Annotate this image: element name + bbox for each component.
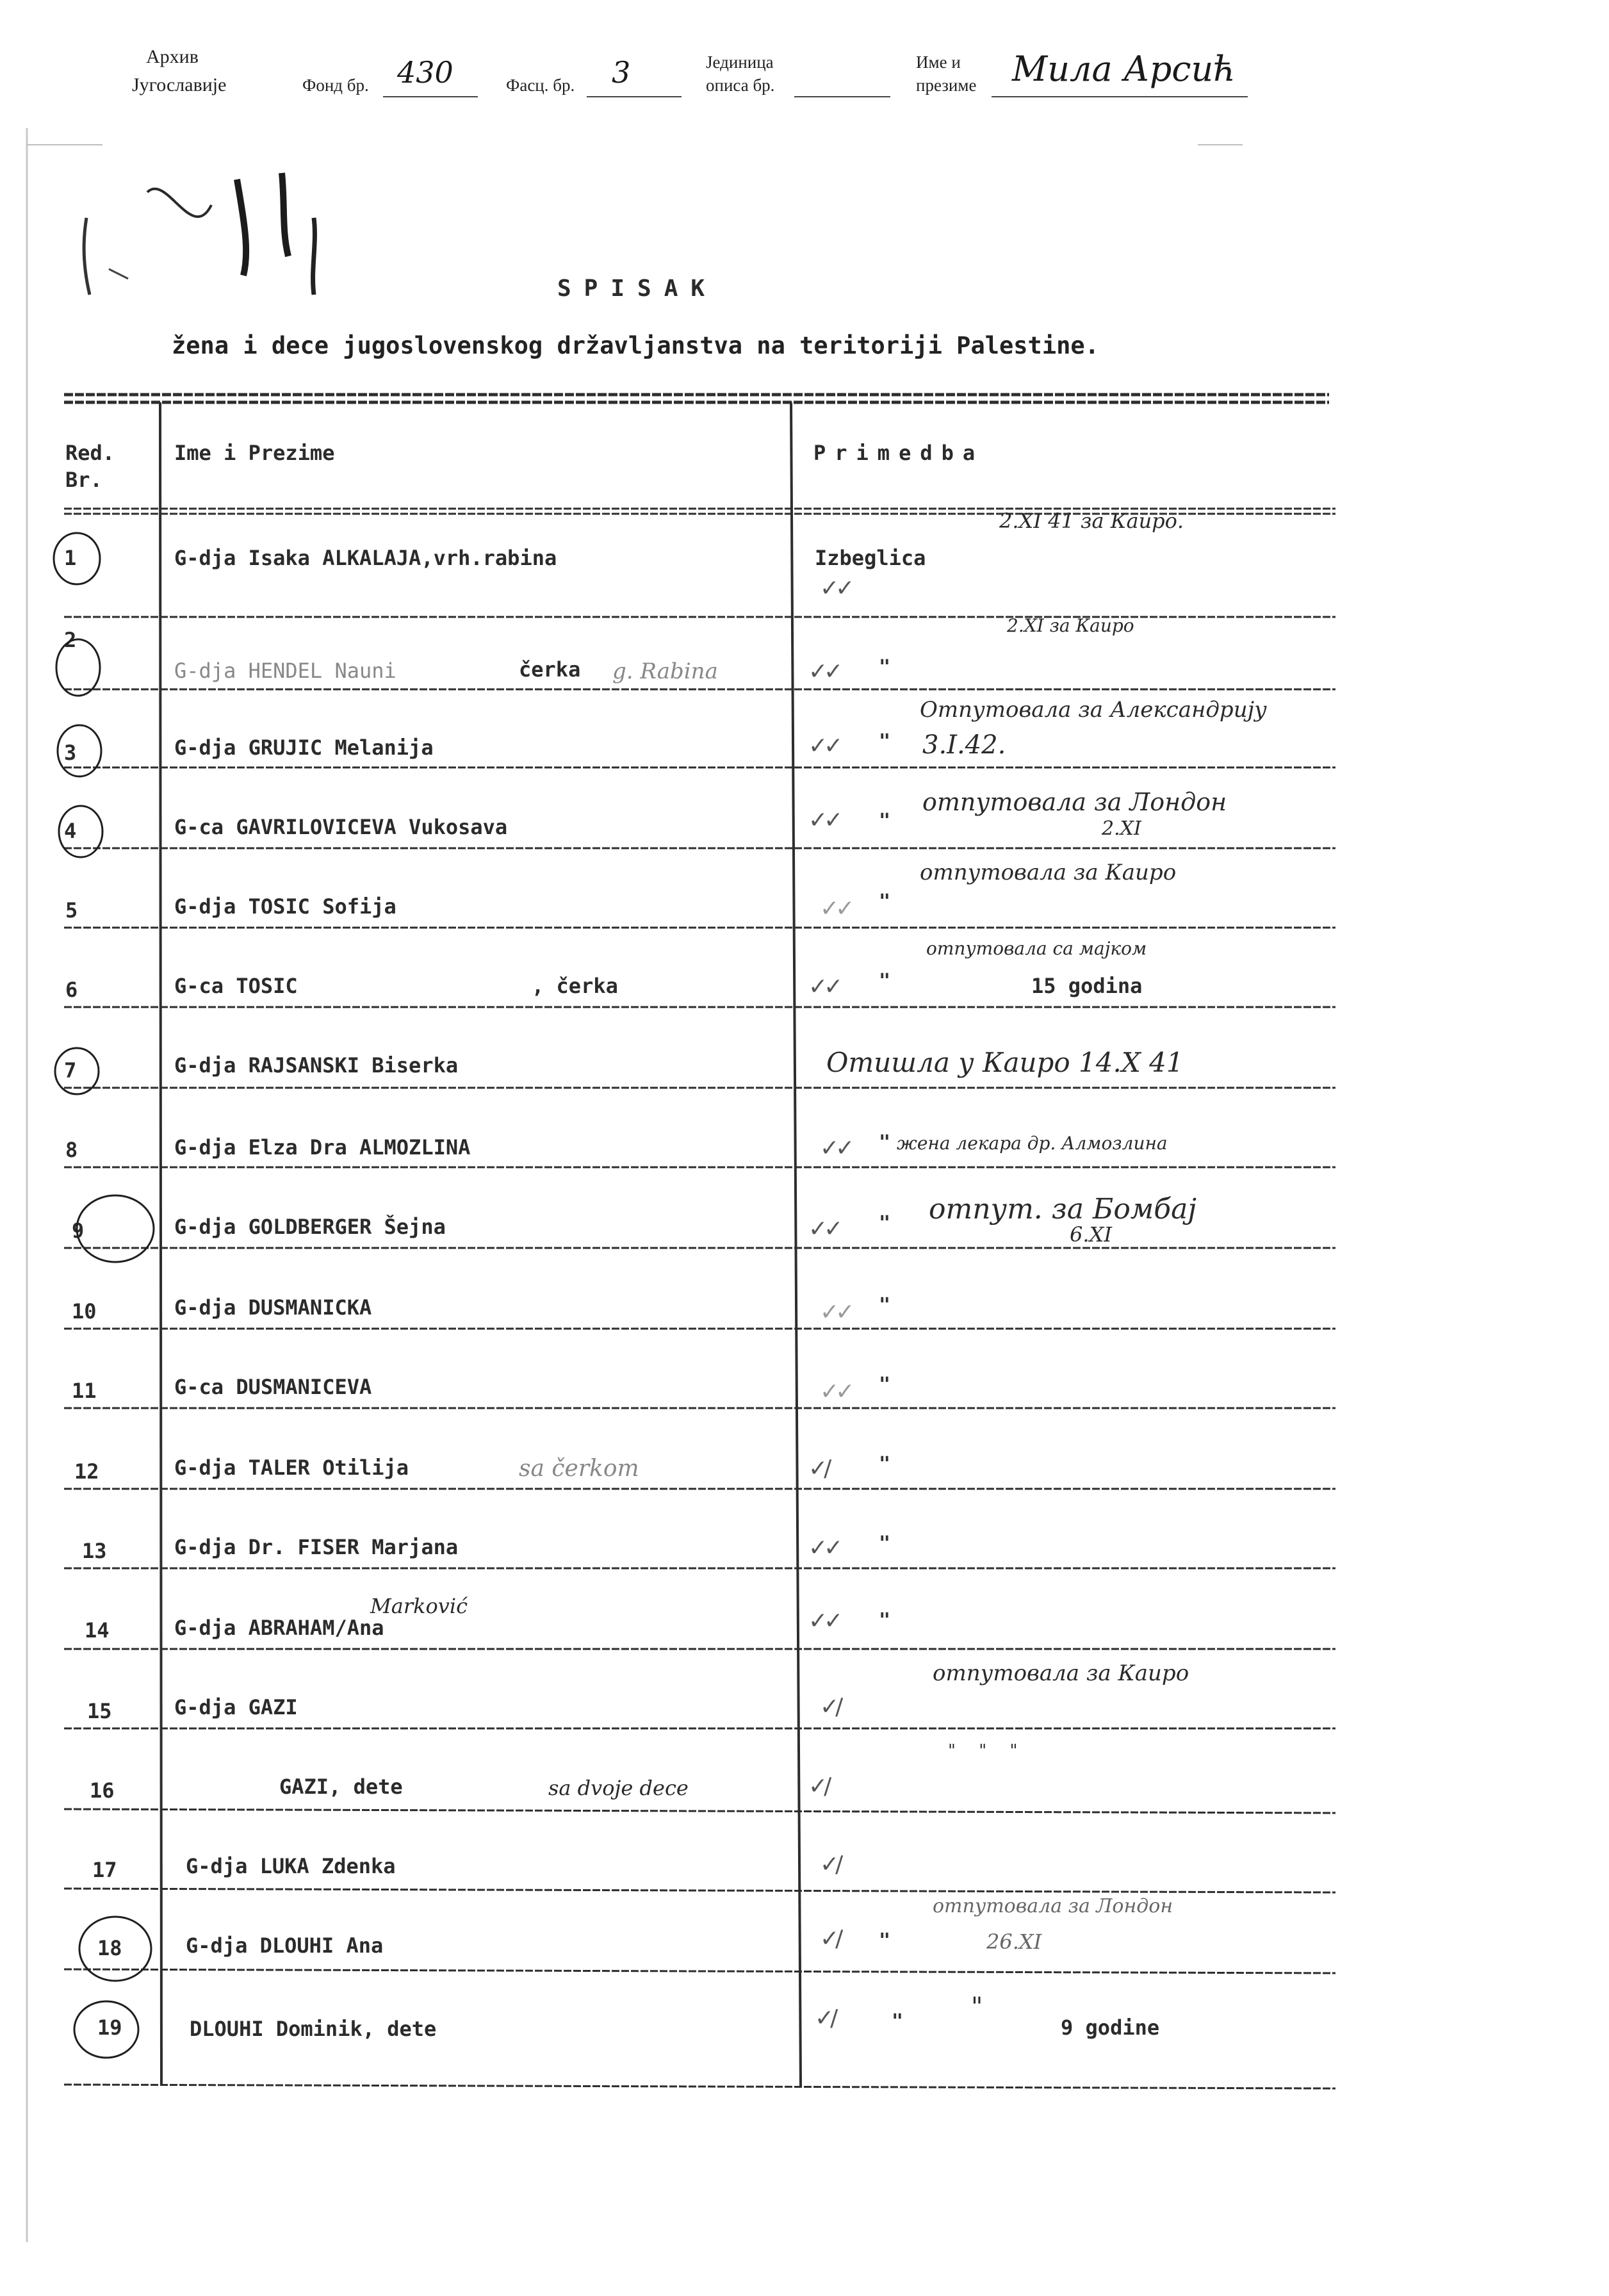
row-19-num: 19 bbox=[97, 2015, 122, 2040]
document-title: SPISAK bbox=[557, 275, 718, 302]
row-number-circle bbox=[56, 639, 100, 696]
row-14-name: G-dja ABRAHAM/Ana bbox=[174, 1616, 384, 1640]
table-grid bbox=[64, 390, 1342, 2090]
archive-name-line1: Архив bbox=[146, 46, 199, 67]
row-5-num: 5 bbox=[65, 898, 78, 922]
row-7-name: G-dja RAJSANSKI Biserka bbox=[174, 1053, 459, 1078]
row-18-num: 18 bbox=[97, 1936, 122, 1960]
fond-value: 430 bbox=[397, 55, 453, 90]
row-10-remark: " bbox=[879, 1294, 891, 1316]
row-16-num: 16 bbox=[90, 1778, 115, 1803]
row-number-circle bbox=[55, 1048, 99, 1094]
fond-underline bbox=[383, 96, 478, 97]
row-9-name: G-dja GOLDBERGER Šejna bbox=[174, 1215, 446, 1239]
row-8-name: G-dja Elza Dra ALMOZLINA bbox=[174, 1135, 471, 1160]
row-13-check: ✓✓ bbox=[808, 1535, 840, 1561]
row-19-extra: 9 godine bbox=[1061, 2015, 1160, 2040]
unit-underline bbox=[794, 96, 890, 97]
name-value: Мила Арсић bbox=[1012, 49, 1236, 89]
row-number-circle bbox=[77, 1195, 154, 1262]
name-underline bbox=[992, 96, 1248, 97]
row-8-num: 8 bbox=[65, 1138, 78, 1162]
row-15-check: ✓/ bbox=[820, 1694, 840, 1720]
row-6-handnote: отпутовала са мајком bbox=[926, 938, 1147, 959]
row-16-name-pencil: sa dvoje dece bbox=[548, 1776, 689, 1800]
fond-label: Фонд бр. bbox=[302, 76, 369, 95]
row-rule bbox=[64, 1889, 1335, 1892]
row-4-handnote: отпутовала за Лондон bbox=[922, 788, 1227, 816]
archive-stamp bbox=[0, 45, 1609, 128]
col-header-name: Ime i Prezime bbox=[174, 441, 335, 465]
row-10-num: 10 bbox=[72, 1299, 97, 1324]
row-3-remark: " bbox=[879, 730, 891, 753]
row-4-remark: " bbox=[879, 810, 891, 832]
row-15-num: 15 bbox=[87, 1699, 112, 1723]
row-number-circle bbox=[58, 725, 101, 776]
row-2-num: 2 bbox=[64, 628, 77, 652]
row-6-extra: 15 godina bbox=[1031, 974, 1143, 998]
row-1-check: ✓✓ bbox=[820, 575, 851, 602]
row-14-remark: " bbox=[879, 1609, 891, 1632]
row-11-num: 11 bbox=[72, 1379, 97, 1403]
row-rule bbox=[64, 1969, 1335, 1973]
row-1-name: G-dja Isaka ALKALAJA,vrh.rabina bbox=[174, 546, 557, 570]
row-17-name: G-dja LUKA Zdenka bbox=[186, 1854, 396, 1878]
row-6-name: G-ca TOSIC bbox=[174, 974, 298, 998]
circle-marks bbox=[38, 390, 205, 2090]
row-2-handnote: 2.XI за Каиро bbox=[1007, 615, 1134, 636]
row-16-handnote: " " " bbox=[948, 1741, 1027, 1760]
row-19-check: ✓/ bbox=[815, 2005, 835, 2031]
row-rule bbox=[64, 1809, 1335, 1813]
row-3-handnote-date: 3.I.42. bbox=[922, 730, 1006, 760]
row-8-handnote: жена лекара др. Алмозлина bbox=[897, 1133, 1168, 1154]
row-3-num: 3 bbox=[64, 741, 77, 765]
row-number-circle bbox=[74, 2001, 138, 2058]
handwritten-scribble bbox=[70, 167, 339, 320]
row-number-circle bbox=[54, 533, 100, 584]
row-12-num: 12 bbox=[74, 1459, 99, 1484]
row-10-check: ✓✓ bbox=[820, 1299, 851, 1325]
row-7-handnote: Отишла у Каиро 14.X 41 bbox=[826, 1047, 1184, 1078]
row-14-name-above: Marković bbox=[370, 1594, 468, 1618]
row-12-remark: " bbox=[879, 1453, 891, 1475]
row-9-num: 9 bbox=[72, 1218, 85, 1243]
row-9-check: ✓✓ bbox=[808, 1216, 840, 1242]
row-number-circle bbox=[59, 806, 102, 857]
fasc-label: Фасц. бр. bbox=[506, 76, 575, 95]
row-5-name: G-dja TOSIC Sofija bbox=[174, 894, 396, 919]
row-2-name: G-dja HENDEL Nauni bbox=[174, 659, 396, 683]
row-number-circle bbox=[79, 1917, 151, 1981]
row-6-remark: " bbox=[879, 970, 891, 992]
fasc-value: 3 bbox=[612, 55, 631, 90]
document-subtitle: žena i dece jugoslovenskog državljanstva na teritoriji Palestine. bbox=[172, 332, 1099, 359]
row-14-check: ✓✓ bbox=[808, 1608, 840, 1634]
row-6-name-extra: , čerka bbox=[532, 974, 618, 998]
row-6-check: ✓✓ bbox=[808, 974, 840, 1000]
women-children-table bbox=[64, 390, 1342, 2090]
row-15-name: G-dja GAZI bbox=[174, 1695, 298, 1719]
row-9-handnote-date: 6.XI bbox=[1070, 1222, 1112, 1247]
row-4-num: 4 bbox=[64, 819, 77, 843]
col-header-remark: Primedba bbox=[813, 441, 984, 465]
row-18-remark: " bbox=[879, 1930, 891, 1952]
row-10-name: G-dja DUSMANICKA bbox=[174, 1295, 372, 1320]
row-11-name: G-ca DUSMANICEVA bbox=[174, 1375, 372, 1399]
unit-label-line1: Јединица bbox=[706, 53, 774, 72]
row-15-handnote: отпутовала за Каиро bbox=[933, 1660, 1189, 1686]
name-label-line2: презиме bbox=[916, 76, 977, 95]
row-8-remark: " bbox=[879, 1131, 891, 1154]
row-7-num: 7 bbox=[64, 1058, 77, 1083]
fasc-underline bbox=[587, 96, 682, 97]
row-18-handnote-date: 26.XI bbox=[986, 1930, 1042, 1954]
row-17-num: 17 bbox=[92, 1858, 117, 1882]
row-1-remark: Izbeglica bbox=[815, 546, 926, 570]
row-5-check: ✓✓ bbox=[820, 896, 851, 922]
row-2-name-extra: čerka bbox=[519, 657, 581, 682]
row-4-check: ✓✓ bbox=[808, 807, 840, 833]
row-rule bbox=[64, 2085, 1335, 2088]
row-13-name: G-dja Dr. FISER Marjana bbox=[174, 1535, 459, 1559]
row-12-name-pencil: sa čerkom bbox=[519, 1456, 639, 1482]
row-6-num: 6 bbox=[65, 978, 78, 1002]
col-header-num-line1: Red. bbox=[65, 441, 115, 465]
row-14-num: 14 bbox=[85, 1618, 110, 1643]
row-16-check: ✓/ bbox=[808, 1773, 828, 1800]
row-18-name: G-dja DLOUHI Ana bbox=[186, 1933, 384, 1958]
row-5-remark: " bbox=[879, 890, 891, 913]
row-19-handnote: " bbox=[971, 1992, 983, 2022]
row-2-check: ✓✓ bbox=[808, 659, 840, 685]
row-13-num: 13 bbox=[82, 1539, 107, 1563]
row-9-remark: " bbox=[879, 1212, 891, 1234]
row-18-handnote: отпутовала за Лондон bbox=[933, 1895, 1173, 1917]
row-12-name: G-dja TALER Otilija bbox=[174, 1456, 409, 1480]
row-1-handnote: 2.XI 41 за Каиро. bbox=[999, 509, 1184, 533]
row-2-name-pencil: g. Rabina bbox=[612, 659, 718, 684]
archive-name-line2: Југославије bbox=[132, 74, 227, 95]
row-3-handnote: Отпутовала за Александрију bbox=[920, 697, 1267, 723]
row-4-handnote-date: 2.XI bbox=[1102, 817, 1141, 840]
row-4-name: G-ca GAVRILOVICEVA Vukosava bbox=[174, 815, 508, 839]
row-3-name: G-dja GRUJIC Melanija bbox=[174, 735, 434, 760]
row-1-num: 1 bbox=[64, 546, 77, 570]
row-12-check: ✓/ bbox=[808, 1456, 828, 1482]
row-5-handnote: отпутовала за Каиро bbox=[920, 860, 1177, 885]
row-11-check: ✓✓ bbox=[820, 1379, 851, 1405]
row-8-check: ✓✓ bbox=[820, 1135, 851, 1161]
row-9-handnote: отпут. за Бомбај bbox=[929, 1193, 1197, 1226]
row-3-check: ✓✓ bbox=[808, 733, 840, 759]
name-label-line1: Име и bbox=[916, 53, 961, 72]
unit-label-line2: описа бр. bbox=[706, 76, 775, 95]
row-13-remark: " bbox=[879, 1532, 891, 1555]
row-18-check: ✓/ bbox=[820, 1926, 840, 1952]
row-16-name: GAZI, dete bbox=[279, 1775, 403, 1799]
row-2-remark: " bbox=[879, 656, 891, 678]
col-header-num-line2: Br. bbox=[65, 468, 102, 492]
row-19-name: DLOUHI Dominik, dete bbox=[190, 2017, 437, 2041]
row-19-remark: " bbox=[892, 2010, 904, 2033]
row-17-check: ✓/ bbox=[820, 1851, 840, 1878]
row-11-remark: " bbox=[879, 1374, 891, 1396]
